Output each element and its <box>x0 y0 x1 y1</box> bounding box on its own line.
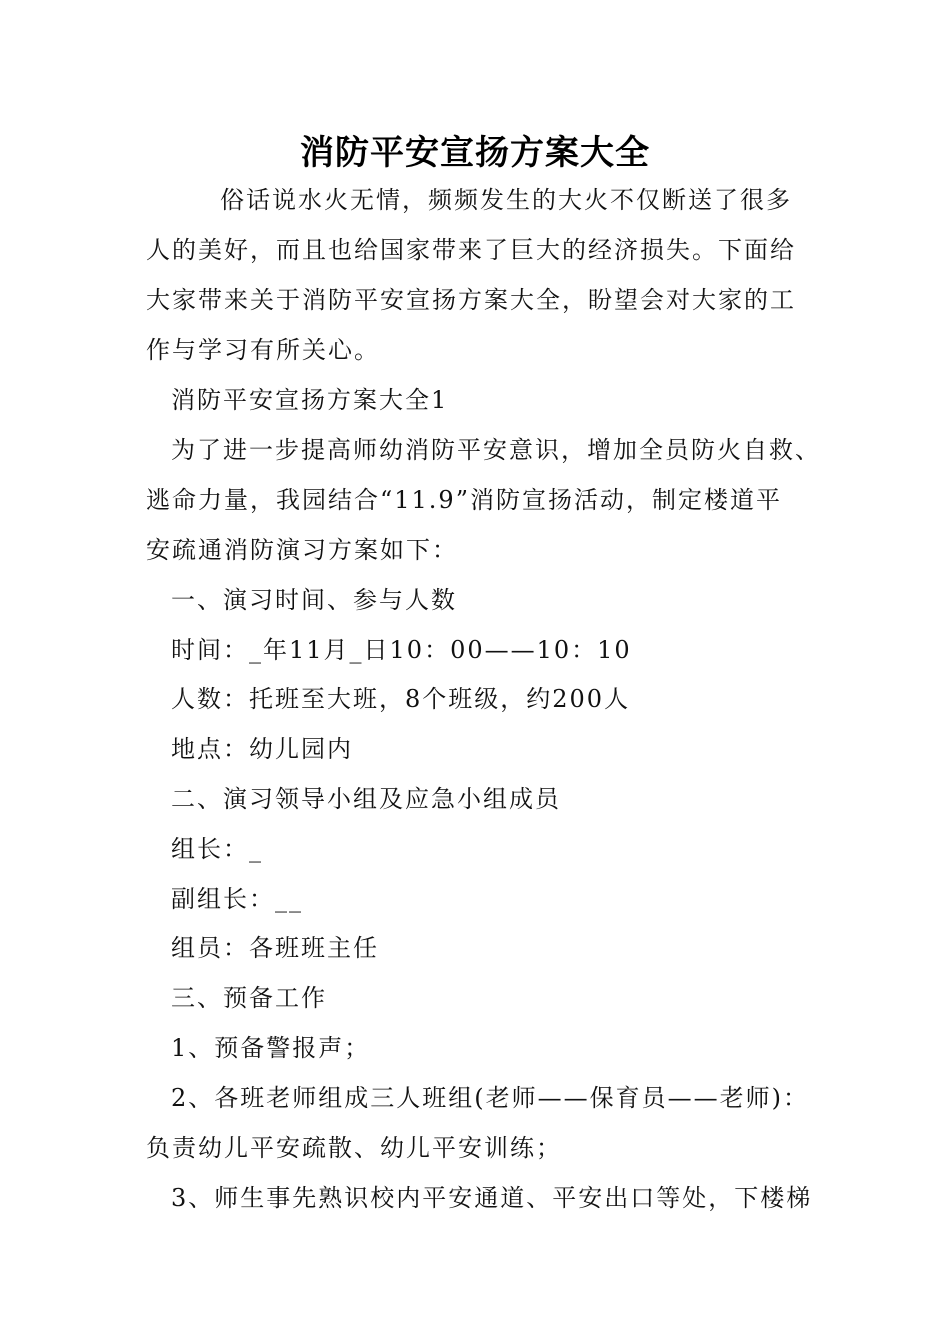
paragraph-line: 组长：_ <box>171 835 263 863</box>
paragraph-line: 俗话说水火无情，频频发生的大火不仅断送了很多 <box>220 186 792 214</box>
paragraph-line: 大家带来关于消防平安宣扬方案大全，盼望会对大家的工 <box>146 286 796 314</box>
subsection-heading: 二、演习领导小组及应急小组成员 <box>171 785 561 813</box>
paragraph-line: 为了进一步提高师幼消防平安意识，增加全员防火自救、 <box>171 436 821 464</box>
paragraph-line: 时间：_年11月_日10：00——10：10 <box>171 636 632 664</box>
paragraph-line: 副组长：__ <box>171 885 303 913</box>
paragraph-line: 人的美好，而且也给国家带来了巨大的经济损失。下面给 <box>146 236 796 264</box>
paragraph-line: 地点：幼儿园内 <box>171 735 353 763</box>
paragraph-line: 逃命力量，我园结合“11.9”消防宣扬活动，制定楼道平 <box>146 486 782 514</box>
paragraph-line: 1、预备警报声； <box>171 1034 371 1062</box>
paragraph-line: 安疏通消防演习方案如下： <box>146 536 458 564</box>
paragraph-line: 2、各班老师组成三人班组(老师——保育员——老师)： <box>171 1084 809 1112</box>
paragraph-line: 3、师生事先熟识校内平安通道、平安出口等处，下楼梯 <box>171 1184 813 1212</box>
paragraph-line: 作与学习有所关心。 <box>146 336 380 364</box>
document-title: 消防平安宣扬方案大全 <box>300 133 650 173</box>
paragraph-line: 负责幼儿平安疏散、幼儿平安训练； <box>146 1134 562 1162</box>
subsection-heading: 三、预备工作 <box>171 984 327 1012</box>
paragraph-line: 人数：托班至大班，8个班级，约200人 <box>171 685 631 713</box>
subsection-heading: 一、演习时间、参与人数 <box>171 586 457 614</box>
section-heading: 消防平安宣扬方案大全1 <box>171 386 449 414</box>
paragraph-line: 组员：各班班主任 <box>171 934 379 962</box>
